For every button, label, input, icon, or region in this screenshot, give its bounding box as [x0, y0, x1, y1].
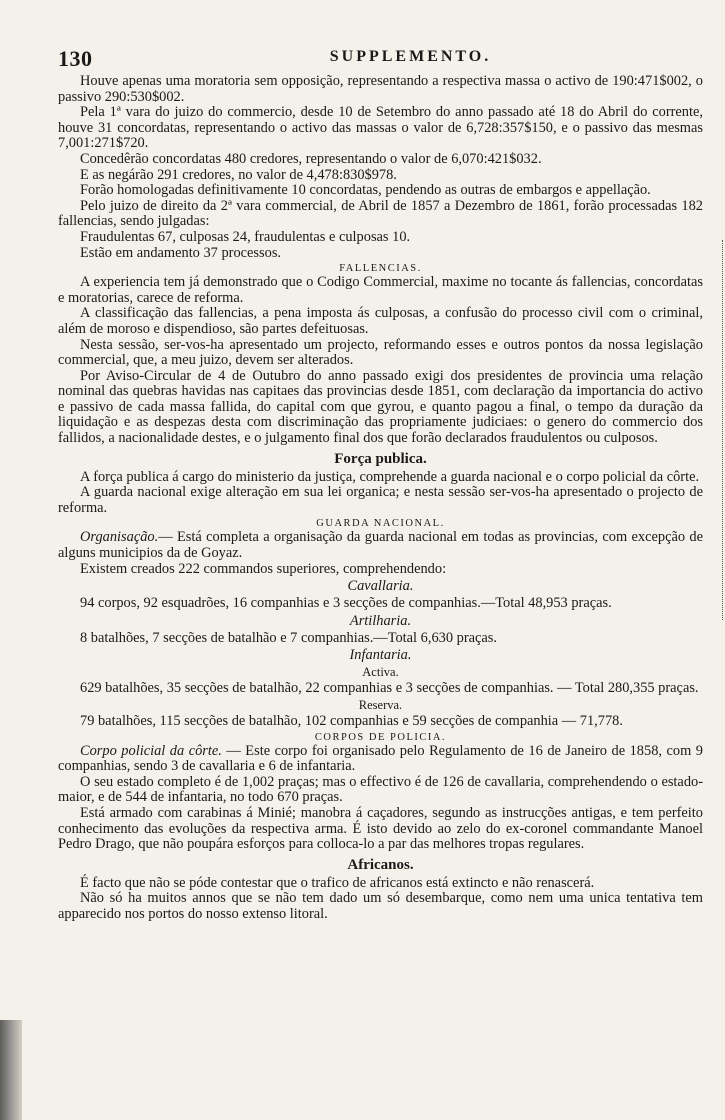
- paragraph: E as negárão 291 credores, no valor de 4,478:830$978.: [80, 166, 397, 183]
- forca-publica-block: [58, 470, 703, 517]
- fallencias-block: [58, 275, 703, 447]
- paragraph: Por Aviso-Circular de 4 de Outubro do anno passado exigi dos presidentes de provincia uma relação nominal das quebras havidas nas capitaes das provincias desde 1851, com declaração da importancia do activo e passivo de cada massa fallida, do capital com que gyrou, e quanto pagou a final, o tempo da duração da liquidação e as despezas desta com discriminação das propriamente judiciaes: o genero do commercio dos fallidos, a nacionalidade destes, e o julgamento final dos que forão declarados fraudulentos ou culposos.: [58, 367, 703, 447]
- paragraph: Está armado com carabinas á Minié; manobra á caçadores, segundo as instrucções antigas, e tem perfeito conhecimento das evoluções da respectiva arma. É isto devido ao zelo do ex-coronel commandante Manoel Pedro Drago, que não poupára esforços para colloca-lo a par das melhores tropas regulares.: [58, 804, 703, 853]
- paragraph: 79 batalhões, 115 secções de batalhão, 102 companhias e 59 secções de companhia — 71,778.: [80, 713, 623, 729]
- section-title-forca-publica: Força publica.: [334, 450, 427, 467]
- paragraph: Pelo juizo de direito da 2ª vara commercial, de Abril de 1857 a Dezembro de 1861, forão processadas 182 fallencias, sendo julgadas:: [58, 197, 703, 230]
- section-title-fallencias: FALLENCIAS.: [339, 263, 422, 275]
- page-number: 130: [58, 46, 93, 71]
- paragraph: 8 batalhões, 7 secções de batalhão e 7 companhias.—Total 6,630 praças.: [80, 629, 497, 646]
- paragraph: Concedêrão concordatas 480 credores, representando o valor de 6,070:421$032.: [80, 150, 542, 167]
- section-title-africanos: Africanos.: [347, 856, 414, 873]
- section-title-guarda-nacional: GUARDA NACIONAL.: [316, 518, 445, 530]
- intro-block: [58, 74, 703, 261]
- corpo-policial-text: — Este corpo foi organisado pelo Regulamento de 16 de Janeiro de 1858, com 9 companhias, sendo 3 de cavallaria e 6 de infantaria.: [58, 742, 703, 775]
- subtitle-infantaria: Infantaria.: [349, 647, 412, 664]
- paragraph: Nesta sessão, ser-vos-ha apresentado um projecto, reformando esses e outros pontos da nossa legislação commercial, que, a meu juizo, devem ser alterados.: [58, 336, 703, 369]
- paragraph: A força publica á cargo do ministerio da justiça, comprehende a guarda nacional e o corpo policial da côrte.: [80, 468, 700, 485]
- paragraph: Estão em andamento 37 processos.: [80, 244, 282, 261]
- subtitle-artilharia: Artilharia.: [349, 612, 412, 629]
- paragraph: 629 batalhões, 35 secções de batalhão, 22 companhias e 3 secções de companhias. — Total 280,355 praças.: [80, 680, 699, 697]
- paragraph: [58, 530, 703, 561]
- paragraph: Houve apenas uma moratoria sem opposição, representando a respectiva massa o activo de 190:471$002, o passivo 290:530$002.: [58, 73, 703, 105]
- book-spine-shadow: [0, 1020, 22, 1120]
- page-edge-marks: [708, 240, 723, 620]
- paragraph: Forão homologadas definitivamente 10 concordatas, pendendo as outras de embargos e appellação.: [80, 182, 651, 199]
- subtitle-activa: Activa.: [362, 665, 399, 680]
- subtitle-cavallaria: Cavallaria.: [347, 578, 414, 595]
- paragraph: A guarda nacional exige alteração em sua lei organica; e nesta sessão ser-vos-ha apresentado o projecto de reforma.: [58, 484, 703, 516]
- paragraph: O seu estado completo é de 1,002 praças; mas o effectivo é de 126 de cavallaria, comprehendendo o estado-maior, e de 544 de infantaria, no todo 670 praças.: [58, 773, 703, 806]
- subtitle-reserva: Reserva.: [358, 698, 403, 712]
- running-head: SUPPLEMENTO.: [329, 48, 492, 65]
- paragraph: Pela 1ª vara do juizo do commercio, desde 10 de Setembro do anno passado até 18 do Abril do corrente, houve 31 concordatas, representando o activo das massas o valor de 6,728:357$150, e o passivo das mesmas 7,001:271$720.: [58, 104, 703, 152]
- organisacao-label: Organisação.: [80, 529, 159, 546]
- organisacao-text: — Está completa a organisação da guarda nacional em todas as provincias, com excepção de alguns municipios da de Goyaz.: [58, 529, 703, 562]
- section-title-corpos-policia: CORPOS DE POLICIA.: [314, 731, 447, 743]
- paragraph: A experiencia tem já demonstrado que o Codigo Commercial, maxime no tocante ás fallencias, concordatas e moratorias, carece de reforma.: [58, 274, 703, 306]
- paragraph: 94 corpos, 92 esquadrões, 16 companhias e 3 secções de companhias.—Total 48,953 praças.: [80, 595, 612, 612]
- paragraph: Não só ha muitos annos que se não tem dado um só desembarque, como nem uma unica tentativa tem apparecido nos portos do nosso extenso litoral.: [58, 890, 703, 922]
- paragraph: [58, 744, 703, 775]
- page-header: [58, 46, 703, 70]
- corpo-policial-label: Corpo policial da côrte.: [80, 742, 222, 759]
- guarda-nacional-block: [58, 530, 703, 729]
- africanos-block: [58, 876, 703, 923]
- corpos-policia-block: [58, 744, 703, 853]
- paragraph: A classificação das fallencias, a pena imposta ás culposas, a confusão do processo civil com o criminal, além de moroso e dispendioso, são partes defeituosas.: [58, 305, 703, 337]
- paragraph: Fraudulentas 67, culposas 24, fraudulentas e culposas 10.: [80, 228, 411, 245]
- paragraph: É facto que não se póde contestar que o trafico de africanos está extincto e não renascerá.: [80, 874, 595, 891]
- paragraph: Existem creados 222 commandos superiores, comprehendendo:: [80, 560, 447, 577]
